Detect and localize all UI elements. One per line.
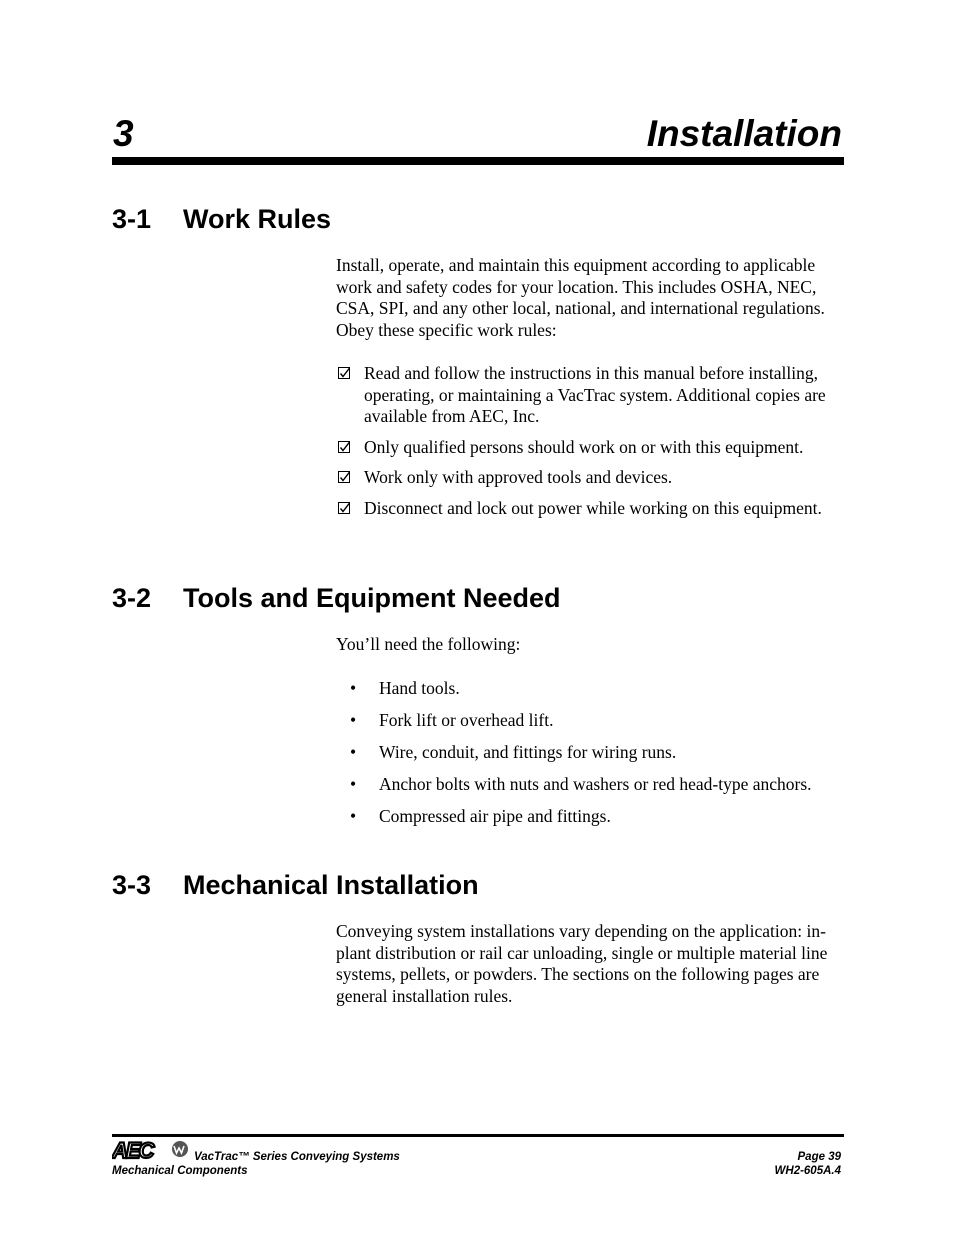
chapter-divider — [112, 157, 844, 165]
bullet-icon: • — [350, 806, 357, 826]
rule-text: Disconnect and lock out power while working on this equipment. — [364, 497, 822, 518]
list-item — [336, 806, 856, 828]
rule-text: Work only with approved tools and devices. — [364, 467, 673, 487]
page-number: Page 39 — [797, 1151, 841, 1163]
tools-list — [336, 678, 856, 838]
checkbox-icon — [338, 367, 350, 379]
bullet-icon: • — [350, 742, 357, 762]
item-text: Anchor bolts with nuts and washers or red head-type anchors. — [379, 774, 812, 794]
bullet-icon: • — [350, 710, 357, 730]
item-text: Fork lift or overhead lift. — [379, 710, 554, 730]
footer-product: VacTrac™ Series Conveying Systems — [194, 1151, 400, 1163]
footer-section: Mechanical Components — [112, 1165, 248, 1177]
document-code: WH2-605A.4 — [774, 1165, 841, 1177]
list-item — [336, 774, 856, 796]
section-title: Tools and Equipment Needed — [183, 583, 561, 613]
rule-text: Read and follow the instructions in this manual before installing, operating, or maintaining a VacTrac system. Additional copies are available from AEC, Inc. — [364, 363, 826, 426]
aec-logo-text: AEC — [112, 1140, 153, 1162]
checkbox-icon — [338, 502, 350, 514]
checkbox-icon — [338, 441, 350, 453]
footer-right — [775, 1150, 841, 1178]
item-text: Compressed air pipe and fittings. — [379, 806, 611, 826]
chapter-title: Installation — [646, 113, 842, 154]
list-item — [336, 498, 846, 520]
footer-divider — [112, 1134, 844, 1137]
list-item — [336, 363, 846, 428]
section-number: 3-1 — [112, 204, 152, 234]
section-heading-tools — [112, 581, 561, 615]
section-number: 3-3 — [112, 870, 152, 900]
tools-intro: You’ll need the following: — [336, 634, 521, 654]
list-item — [336, 437, 846, 459]
mechanical-intro: Conveying system installations vary depending on the application: in-plant distribution or rail car unloading, single or multiple material line systems, pellets, or powders. The sections on the following pages are general installation rules. — [336, 921, 828, 1006]
chapter-number: 3 — [113, 113, 134, 154]
list-item — [336, 678, 856, 700]
list-item — [336, 467, 846, 489]
item-text: Hand tools. — [379, 678, 460, 698]
item-text: Wire, conduit, and fittings for wiring runs. — [379, 742, 677, 762]
section-title: Mechanical Installation — [183, 870, 479, 900]
bullet-icon: • — [350, 678, 357, 698]
work-rules-intro: Install, operate, and maintain this equipment according to applicable work and safety codes for your location. This includes OSHA, NEC, CSA, SPI, and any other local, national, and international regulations. Obey these specific work rules: — [336, 255, 825, 340]
section-heading-mechanical — [112, 868, 479, 902]
list-item — [336, 742, 856, 764]
section-heading-work-rules — [112, 202, 331, 236]
footer-left — [112, 1150, 400, 1178]
rule-text: Only qualified persons should work on or with this equipment. — [364, 436, 804, 457]
section-number: 3-2 — [112, 583, 152, 613]
checkbox-icon — [338, 471, 350, 483]
bullet-icon: • — [350, 774, 357, 794]
section-title: Work Rules — [183, 204, 332, 234]
work-rules-list — [336, 363, 846, 528]
list-item — [336, 710, 856, 732]
